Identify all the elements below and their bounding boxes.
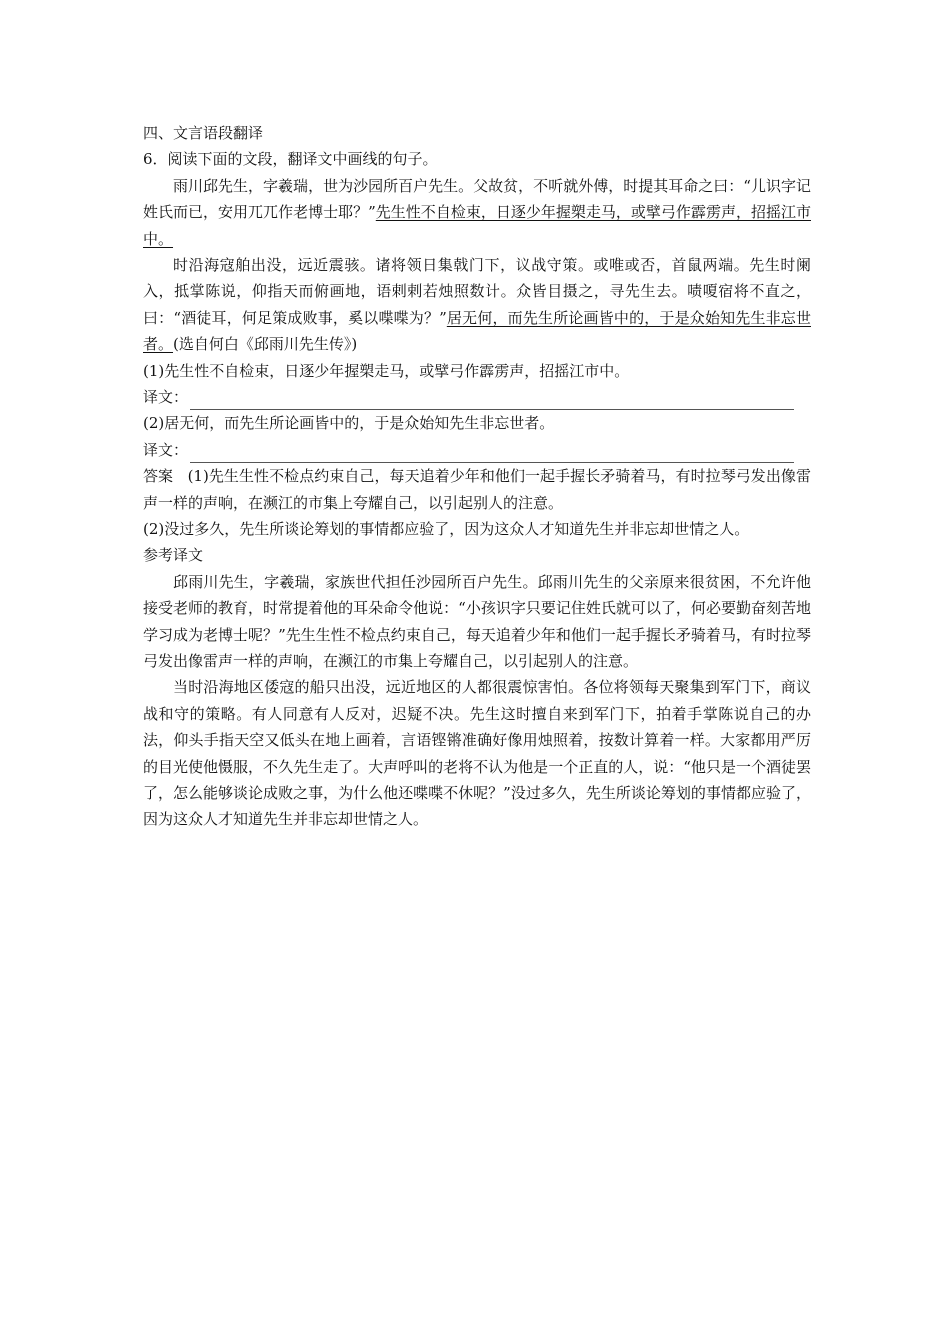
underlined-sentence-1: 先生性不自检束，日逐少年握槊走马，或擘弓作霹雳声，招摇江市中。 xyxy=(143,203,811,248)
item-2-prompt: (2)居无何，而先生所论画皆中的，于是众始知先生非忘世者。 xyxy=(143,414,555,433)
answer-2: (2)没过多久，先生所谈论筹划的事情都应验了，因为这众人才知道先生并非忘却世情之人。 xyxy=(143,520,750,538)
reference-paragraph-2: 当时沿海地区倭寇的船只出没，远近地区的人都很震惊害怕。各位将领每天聚集到军门下，商议战和守的策略。有人同意有人反对，迟疑不决。先生这时擅自来到军门下，拍着手掌陈说自己的办法，仰头手指天空又低头在地上画着，言语铿锵准确好像用烛照着，按数计算着一样。大家都用严厉的目光使他慑服，不久先生走了。大声呼叫的老将不认为他是一个正直的人，说：“他只是一个酒徒罢了，怎么能够谈论成败之事，为什么他还喋喋不休呢？”没过多久，先生所谈论筹划的事情都应验了，因为这众人才知道先生并非忘却世情之人。 xyxy=(143,678,811,829)
item-1-answer-line xyxy=(143,384,811,410)
reference-heading: 参考译文 xyxy=(143,546,204,565)
item-1-prompt: (1)先生性不自检束，日逐少年握槊走马，或擘弓作霹雳声，招摇江市中。 xyxy=(143,361,630,380)
document-page xyxy=(143,120,811,833)
translation-label: 译文： xyxy=(143,440,189,459)
answer-blank[interactable] xyxy=(190,391,794,410)
passage-text: 雨川邱先生，字羲瑞，世为沙园所百户先生。父故贫，不听就外傅，时提其耳命之曰：“儿识字记姓氏而已，安用兀兀作老博士耶？” xyxy=(143,176,811,222)
underlined-sentence-2: 居无何，而先生所论画皆中的，于是众始知先生非忘世者。 xyxy=(143,308,811,354)
passage-paragraph-1 xyxy=(143,173,811,252)
section-heading: 四、文言语段翻译 xyxy=(143,124,264,142)
passage-paragraph-2 xyxy=(143,252,811,358)
passage-text: 时沿海寇舶出没，远近震骇。诸将领日集戟门下，议战守策。或唯或否，首鼠两端。先生时阑入，抵掌陈说，仰指天而俯画地，语剌剌若烛照数计。众皆目摄之，寻先生去。啧嗄宿将不直之，曰：“酒徒耳，何足策成败事，奚以喋喋为？” xyxy=(143,256,811,327)
item-2-answer-line xyxy=(143,437,811,463)
answer-text-1: (1)先生生性不检点约束自己，每天追着少年和他们一起手握长矛骑着马，有时拉琴弓发出像雷声一样的声响，在濒江的市集上夸耀自己，以引起别人的注意。 xyxy=(143,467,811,512)
translation-label: 译文： xyxy=(143,388,189,406)
answer-1 xyxy=(143,463,811,516)
answer-label: 答案 xyxy=(143,467,174,486)
answer-blank[interactable] xyxy=(190,444,794,463)
reference-paragraph-1: 邱雨川先生，字羲瑞，家族世代担任沙园所百户先生。邱雨川先生的父亲原来很贫困，不允许他接受老师的教育，时常提着他的耳朵命令他说：“小孩识字只要记住姓氏就可以了，何必要勤奋刻苦地学习成为老博士呢？”先生生性不检点约束自己，每天追着少年和他们一起手握长矛骑着马，有时拉琴弓发出像雷声一样的声响，在濒江的市集上夸耀自己，以引起别人的注意。 xyxy=(143,572,811,671)
passage-source: (选自何白《邱雨川先生传》) xyxy=(173,335,358,354)
question-text: 6．阅读下面的文段，翻译文中画线的句子。 xyxy=(143,150,438,169)
